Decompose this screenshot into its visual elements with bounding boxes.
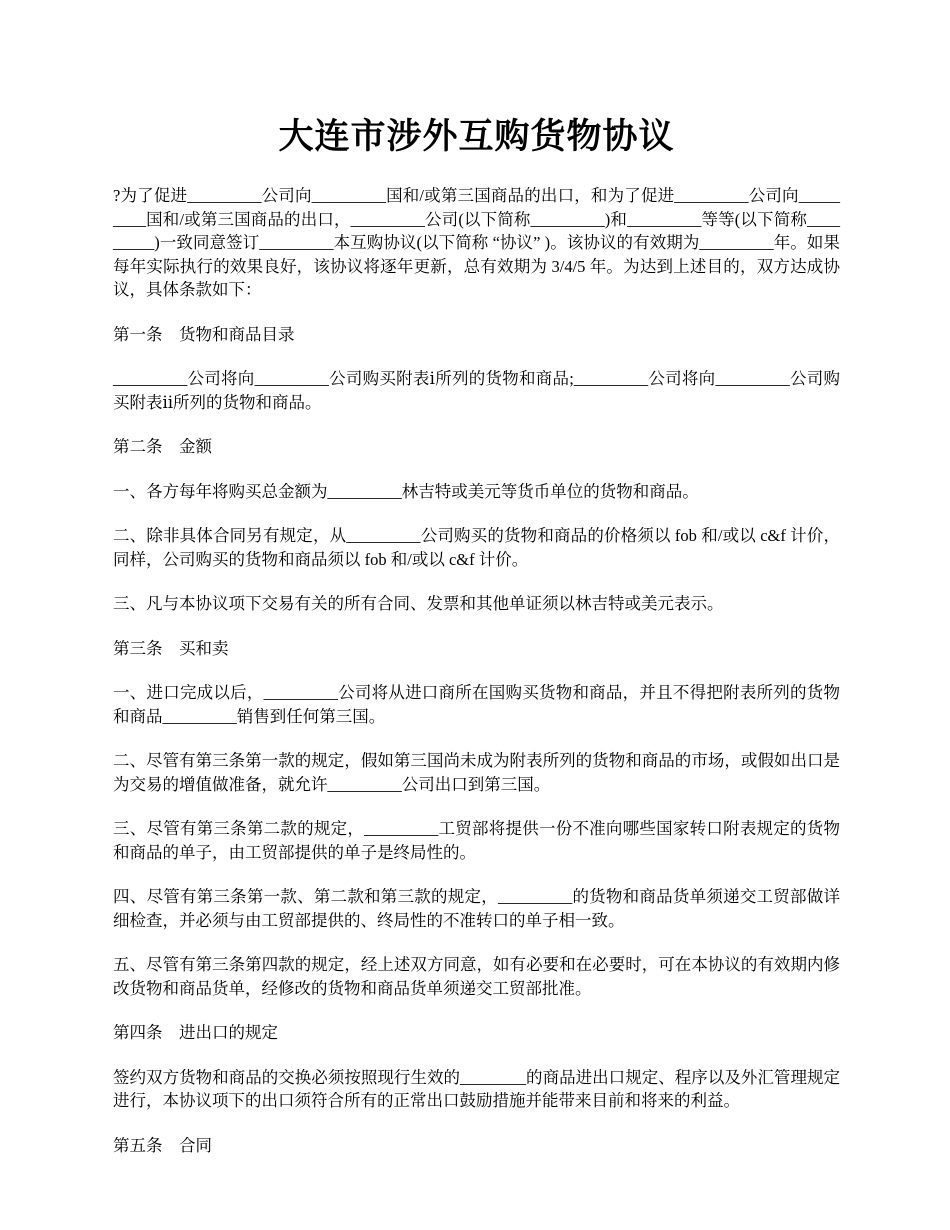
article-5-heading: 第五条 合同 <box>113 1135 212 1155</box>
article-3-heading: 第三条 买和卖 <box>113 638 229 658</box>
article-1-paragraph: _________公司将向_________公司购买附表ⅰ所列的货物和商品;_________公司将向_________公司购买附表ⅱ所列的货物和商品。 <box>113 369 840 412</box>
article-2-clause-2: 二、除非具体合同另有规定，从_________公司购买的货物和商品的价格须以 fob 和/或以 c&f 计价，同样，公司购买的货物和商品须以 fob 和/或以 c&f 计价。 <box>113 526 840 569</box>
article-3-clause-3: 三、尽管有第三条第二款的规定，_________工贸部将提供一份不准向哪些国家转口附表规定的货物和商品的单子，由工贸部提供的单子是终局性的。 <box>113 819 840 862</box>
intro-paragraph: ?为了促进_________公司向_________国和/或第三国商品的出口，和为了促进_________公司向_________国和/或第三国商品的出口，_________公司(以下简称_________)和_________等等(以下简称_________)一致同意签订_________本互购协议(以下简称 “协议” )。该协议的有效期为_________年。如果每年实际执行的效果良好，该协议将逐年更新，总有效期为 3/4/5 年。为达到上述目的，双方达成协议，具体条款如下： <box>113 186 840 299</box>
document-page <box>113 0 840 1157</box>
article-3-clause-4: 四、尽管有第三条第一款、第二款和第三款的规定，_________的货物和商品货单须递交工贸部做详细检查，并必须与由工贸部提供的、终局性的不准转口的单子相一致。 <box>113 887 840 930</box>
article-1-heading: 第一条 货物和商品目录 <box>113 324 295 344</box>
article-4-paragraph: 签约双方货物和商品的交换必须按照现行生效的________的商品进出口规定、程序以及外汇管理规定进行，本协议项下的出口须符合所有的正常出口鼓励措施并能带来目前和将来的利益。 <box>113 1067 840 1110</box>
article-2-clause-3: 三、凡与本协议项下交易有关的所有合同、发票和其他单证须以林吉特或美元表示。 <box>113 594 724 613</box>
article-3-clause-1: 一、进口完成以后，_________公司将从进口商所在国购买货物和商品，并且不得把附表所列的货物和商品_________销售到任何第三国。 <box>113 683 840 726</box>
article-2-heading: 第二条 金额 <box>113 437 212 456</box>
article-3-clause-2: 二、尽管有第三条第一款的规定，假如第三国尚未成为附表所列的货物和商品的市场，或假如出口是为交易的增值做准备，就允许_________公司出口到第三国。 <box>113 751 840 794</box>
article-2-clause-1: 一、各方每年将购买总金额为_________林吉特或美元等货币单位的货物和商品。 <box>113 481 699 501</box>
article-4-heading: 第四条 进出口的规定 <box>113 1023 278 1042</box>
document-title: 大连市涉外互购货物协议 <box>278 117 675 156</box>
article-3-clause-5: 五、尽管有第三条第四款的规定，经上述双方同意，如有必要和在必要时，可在本协议的有效期内修改货物和商品货单，经修改的货物和商品货单须递交工贸部批准。 <box>113 955 840 998</box>
